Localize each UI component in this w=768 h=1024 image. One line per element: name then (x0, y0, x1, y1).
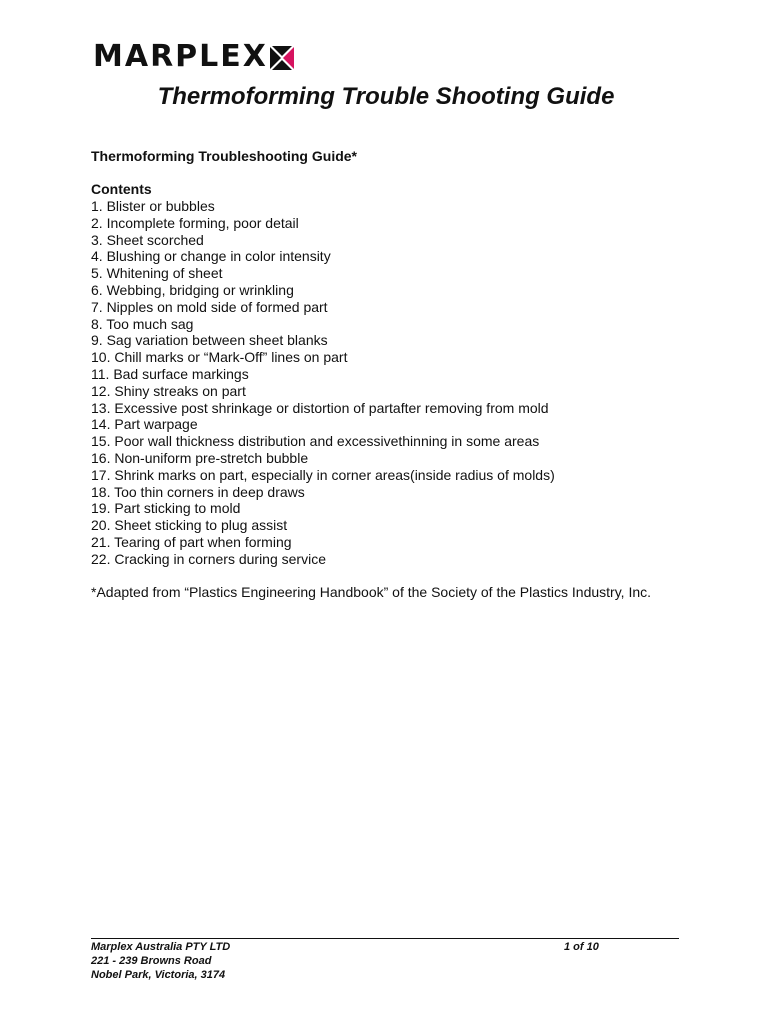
contents-item: 22. Cracking in corners during service (91, 550, 326, 567)
contents-item: 3. Sheet scorched (91, 231, 204, 248)
footer-address-city: Nobel Park, Victoria, 3174 (91, 969, 226, 981)
contents-item: 4. Blushing or change in color intensity (91, 248, 331, 265)
contents-item: 10. Chill marks or “Mark-Off” lines on part (91, 349, 348, 366)
contents-item: 7. Nipples on mold side of formed part (91, 298, 328, 315)
source-footnote: *Adapted from “Plastics Engineering Handbook” of the Society of the Plastics Industry, Inc. (91, 584, 652, 600)
contents-item: 15. Poor wall thickness distribution and excessivethinning in some areas (91, 433, 540, 450)
document-title: Thermoforming Trouble Shooting Guide (157, 83, 615, 110)
contents-item: 18. Too thin corners in deep draws (91, 483, 305, 500)
contents-item: 13. Excessive post shrinkage or distortion of partafter removing from mold (91, 399, 549, 416)
contents-item: 2. Incomplete forming, poor detail (91, 214, 299, 231)
contents-item: 6. Webbing, bridging or wrinkling (91, 281, 294, 298)
marplex-logo (93, 40, 295, 74)
contents-list (91, 198, 555, 568)
logo-x-mark-icon (269, 45, 295, 71)
footer-address-street: 221 - 239 Browns Road (91, 955, 212, 967)
contents-item: 9. Sag variation between sheet blanks (91, 332, 328, 349)
footer-divider (91, 938, 679, 939)
contents-item: 21. Tearing of part when forming (91, 533, 292, 550)
contents-heading: Contents (91, 181, 152, 197)
contents-item: 20. Sheet sticking to plug assist (91, 517, 288, 534)
contents-item: 14. Part warpage (91, 416, 198, 433)
contents-item: 8. Too much sag (91, 315, 194, 332)
contents-item: 17. Shrink marks on part, especially in corner areas(inside radius of molds) (91, 466, 555, 483)
page-number: 1 of 10 (564, 941, 599, 953)
contents-item: 11. Bad surface markings (91, 365, 249, 382)
document-subtitle: Thermoforming Troubleshooting Guide* (91, 148, 357, 164)
contents-item: 12. Shiny streaks on part (91, 382, 246, 399)
contents-item: 1. Blister or bubbles (91, 198, 215, 214)
contents-item: 5. Whitening of sheet (91, 265, 223, 282)
footer-company-name: Marplex Australia PTY LTD (91, 941, 231, 953)
logo-text: MARPLEX (93, 39, 268, 74)
contents-item: 19. Part sticking to mold (91, 500, 241, 517)
contents-item: 16. Non-uniform pre-stretch bubble (91, 449, 309, 466)
